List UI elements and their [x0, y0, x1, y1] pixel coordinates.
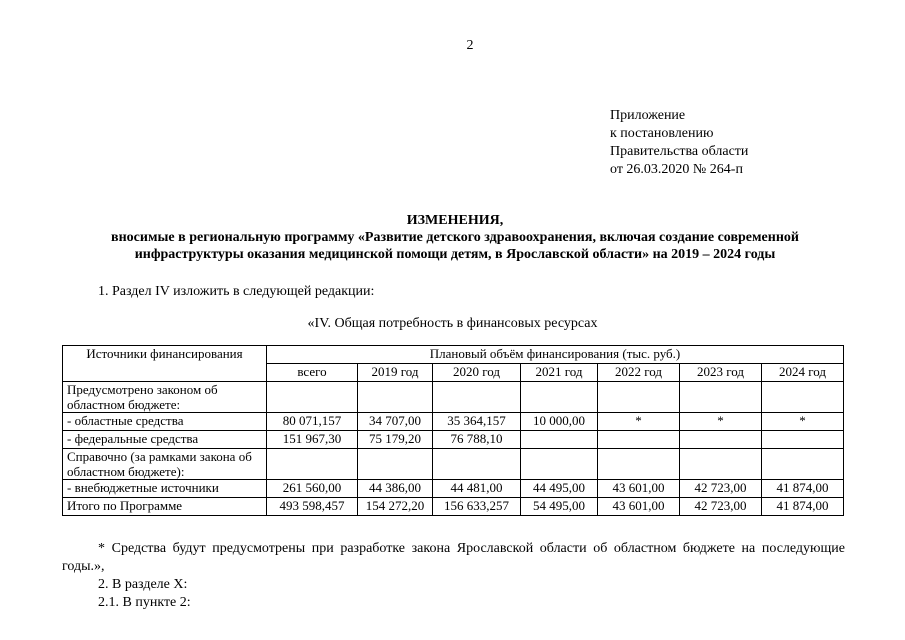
- title-heading: ИЗМЕНЕНИЯ,: [406, 213, 504, 228]
- table-cell: 493 598,457: [267, 498, 358, 516]
- item-2-1: 2.1. В пункте 2:: [98, 595, 191, 610]
- row-label: Предусмотрено законом об областном бюджете:: [63, 382, 267, 413]
- table-cell: [762, 431, 844, 449]
- row-label: Итого по Программе: [63, 498, 267, 516]
- row-label: - внебюджетные источники: [63, 480, 267, 498]
- header-sources: Источники финансирования: [63, 346, 267, 382]
- row-label: - областные средства: [63, 413, 267, 431]
- table-cell: [521, 431, 598, 449]
- table-cell: 44 481,00: [433, 480, 521, 498]
- table-cell: *: [598, 413, 680, 431]
- table-header-row: [63, 346, 844, 364]
- table-cell: 44 386,00: [358, 480, 433, 498]
- table-cell: 156 633,257: [433, 498, 521, 516]
- table-cell: *: [762, 413, 844, 431]
- col-2021: 2021 год: [521, 364, 598, 382]
- row-label: - федеральные средства: [63, 431, 267, 449]
- table-cell: 154 272,20: [358, 498, 433, 516]
- table-row: [63, 498, 844, 516]
- table-cell: 42 723,00: [680, 480, 762, 498]
- item-2: 2. В разделе X:: [98, 577, 188, 592]
- document-title: [55, 212, 855, 263]
- table-cell: 151 967,30: [267, 431, 358, 449]
- appendix-line-3: Правительства области: [610, 144, 749, 159]
- title-line-1: вносимые в региональную программу «Развитие детского здравоохранения, включая создание современной: [111, 230, 799, 245]
- table-cell: [680, 431, 762, 449]
- table-cell: 35 364,157: [433, 413, 521, 431]
- table-cell: 43 601,00: [598, 498, 680, 516]
- table-cell: 41 874,00: [762, 498, 844, 516]
- table-row: [63, 413, 844, 431]
- table-cell: 76 788,10: [433, 431, 521, 449]
- col-2020: 2020 год: [433, 364, 521, 382]
- col-2024: 2024 год: [762, 364, 844, 382]
- header-planned: Плановый объём финансирования (тыс. руб.): [267, 346, 844, 364]
- appendix-line-2: к постановлению: [610, 126, 714, 141]
- row-label: Справочно (за рамками закона об областном бюджете):: [63, 449, 267, 480]
- appendix-line-1: Приложение: [610, 108, 686, 123]
- table-cell: *: [680, 413, 762, 431]
- financing-table: [62, 345, 844, 516]
- appendix-block: [610, 107, 748, 179]
- section-heading: «IV. Общая потребность в финансовых ресурсах: [307, 316, 598, 331]
- table-row: [63, 449, 844, 480]
- item-1: 1. Раздел IV изложить в следующей редакции:: [98, 284, 375, 299]
- appendix-line-4: от 26.03.2020 № 264-п: [610, 162, 743, 177]
- table-cell: 43 601,00: [598, 480, 680, 498]
- table-row: [63, 431, 844, 449]
- title-line-2: инфраструктуры оказания медицинской помощи детям, в Ярославской области» на 2019 – 2024 годы: [134, 247, 776, 262]
- col-2023: 2023 год: [680, 364, 762, 382]
- table-row: [63, 382, 844, 413]
- table-cell: [598, 431, 680, 449]
- table-cell: 44 495,00: [521, 480, 598, 498]
- table-row: [63, 480, 844, 498]
- page-number: 2: [466, 38, 474, 53]
- col-total: всего: [267, 364, 358, 382]
- table-cell: 75 179,20: [358, 431, 433, 449]
- table-cell: 10 000,00: [521, 413, 598, 431]
- footnote: * Средства будут предусмотрены при разработке закона Ярославской области об областном бюджете на последующие годы.»,: [62, 541, 845, 574]
- col-2022: 2022 год: [598, 364, 680, 382]
- table-cell: 54 495,00: [521, 498, 598, 516]
- table-cell: 261 560,00: [267, 480, 358, 498]
- table-cell: 41 874,00: [762, 480, 844, 498]
- table-cell: 34 707,00: [358, 413, 433, 431]
- table-cell: 42 723,00: [680, 498, 762, 516]
- table-cell: 80 071,157: [267, 413, 358, 431]
- col-2019: 2019 год: [358, 364, 433, 382]
